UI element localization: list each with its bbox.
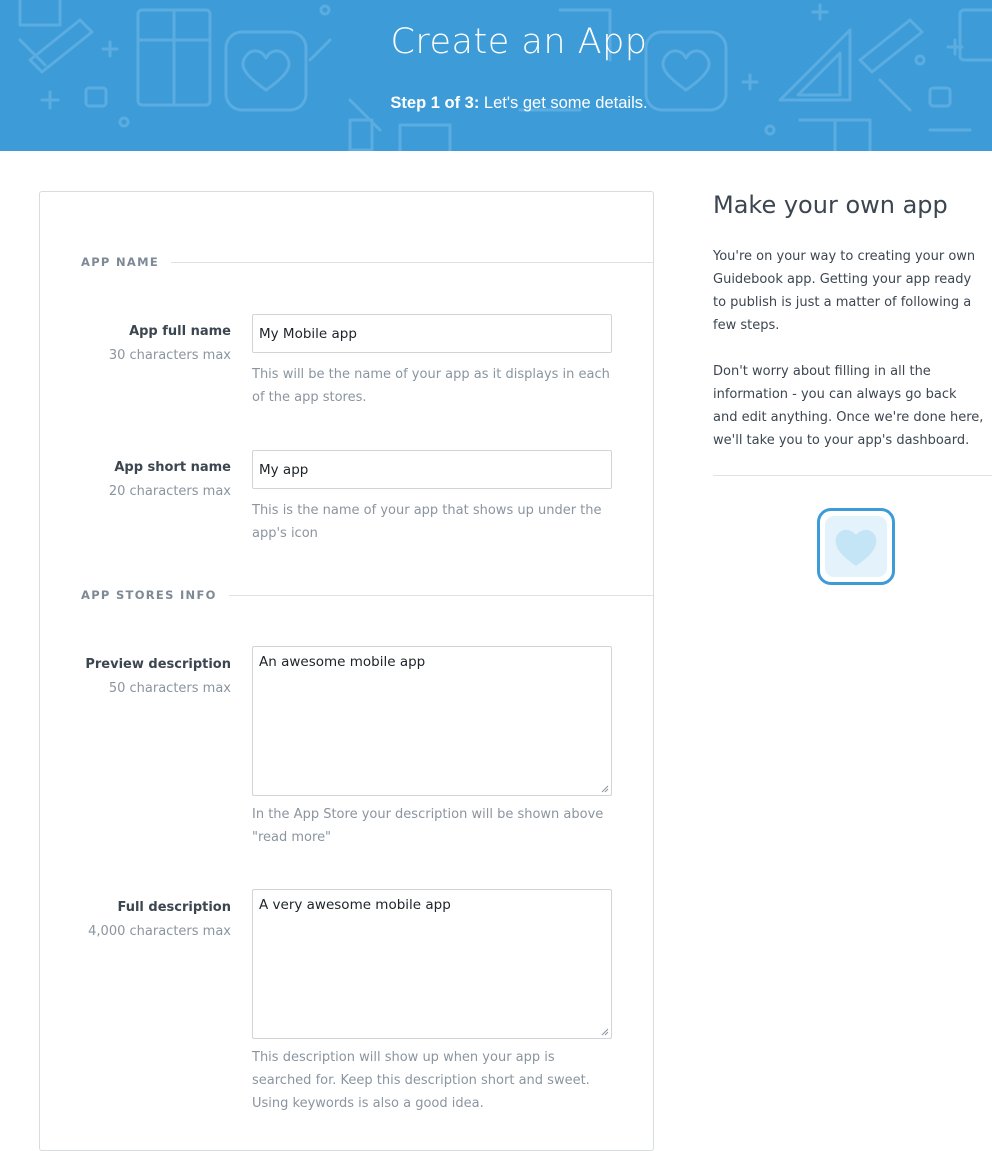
sidebar-title: Make your own app <box>713 191 948 219</box>
char-limit: 50 characters max <box>108 681 231 696</box>
field-help-text: This is the name of your app that shows up under the app's icon <box>252 503 602 541</box>
app-full-name-input[interactable]: My Mobile app <box>252 314 612 353</box>
char-limit: 4,000 characters max <box>88 924 231 939</box>
app-icon-inner <box>825 516 887 577</box>
section-app-name <box>81 254 653 270</box>
full-description-textarea[interactable] <box>252 889 612 1039</box>
full-description-label-group <box>88 899 231 941</box>
heart-app-icon <box>817 508 895 585</box>
field-label: App short name <box>114 460 231 475</box>
section-divider <box>171 262 653 263</box>
field-label: Full description <box>117 900 231 915</box>
step-description: Let's get some details. <box>479 94 648 112</box>
sidebar-divider <box>713 475 992 476</box>
preview-description-label-group <box>85 656 231 698</box>
sidebar-paragraph: Don't worry about filling in all the information - you can always go back and edit anything. Once we're done here, we'll take you to your app's dashboard. <box>713 364 984 448</box>
step-number: Step 1 of 3: <box>390 94 480 112</box>
step-indicator <box>0 94 992 113</box>
app-details-form <box>39 191 654 1151</box>
field-help-text: In the App Store your description will be shown above "read more" <box>252 807 604 845</box>
section-app-stores-info <box>81 587 653 603</box>
section-label: APP NAME <box>81 255 159 269</box>
heart-icon <box>832 526 880 568</box>
resize-handle-icon[interactable] <box>601 785 609 793</box>
field-help-text: This description will show up when your app is searched for. Keep this description short and sweet. Using keywords is also a good idea. <box>252 1050 590 1111</box>
field-label: App full name <box>129 324 231 339</box>
char-limit: 20 characters max <box>108 484 231 499</box>
resize-handle-icon[interactable] <box>601 1028 609 1036</box>
app-short-name-label-group <box>109 459 231 501</box>
sidebar-paragraph: You're on your way to creating your own Guidebook app. Getting your app ready to publish is just a matter of following a few steps. <box>713 249 976 333</box>
section-label: APP STORES INFO <box>81 588 217 602</box>
page-title: Create an App <box>390 22 648 62</box>
char-limit: 30 characters max <box>108 348 231 363</box>
app-full-name-label-group <box>109 323 231 365</box>
header-banner <box>0 0 992 151</box>
app-short-name-input[interactable]: My app <box>252 450 612 489</box>
field-label: Preview description <box>85 657 231 672</box>
textarea-value: An awesome mobile app <box>259 654 426 670</box>
textarea-value: A very awesome mobile app <box>259 897 451 913</box>
section-divider <box>229 595 653 596</box>
field-help-text: This will be the name of your app as it displays in each of the app stores. <box>252 367 610 405</box>
preview-description-textarea[interactable] <box>252 646 612 796</box>
